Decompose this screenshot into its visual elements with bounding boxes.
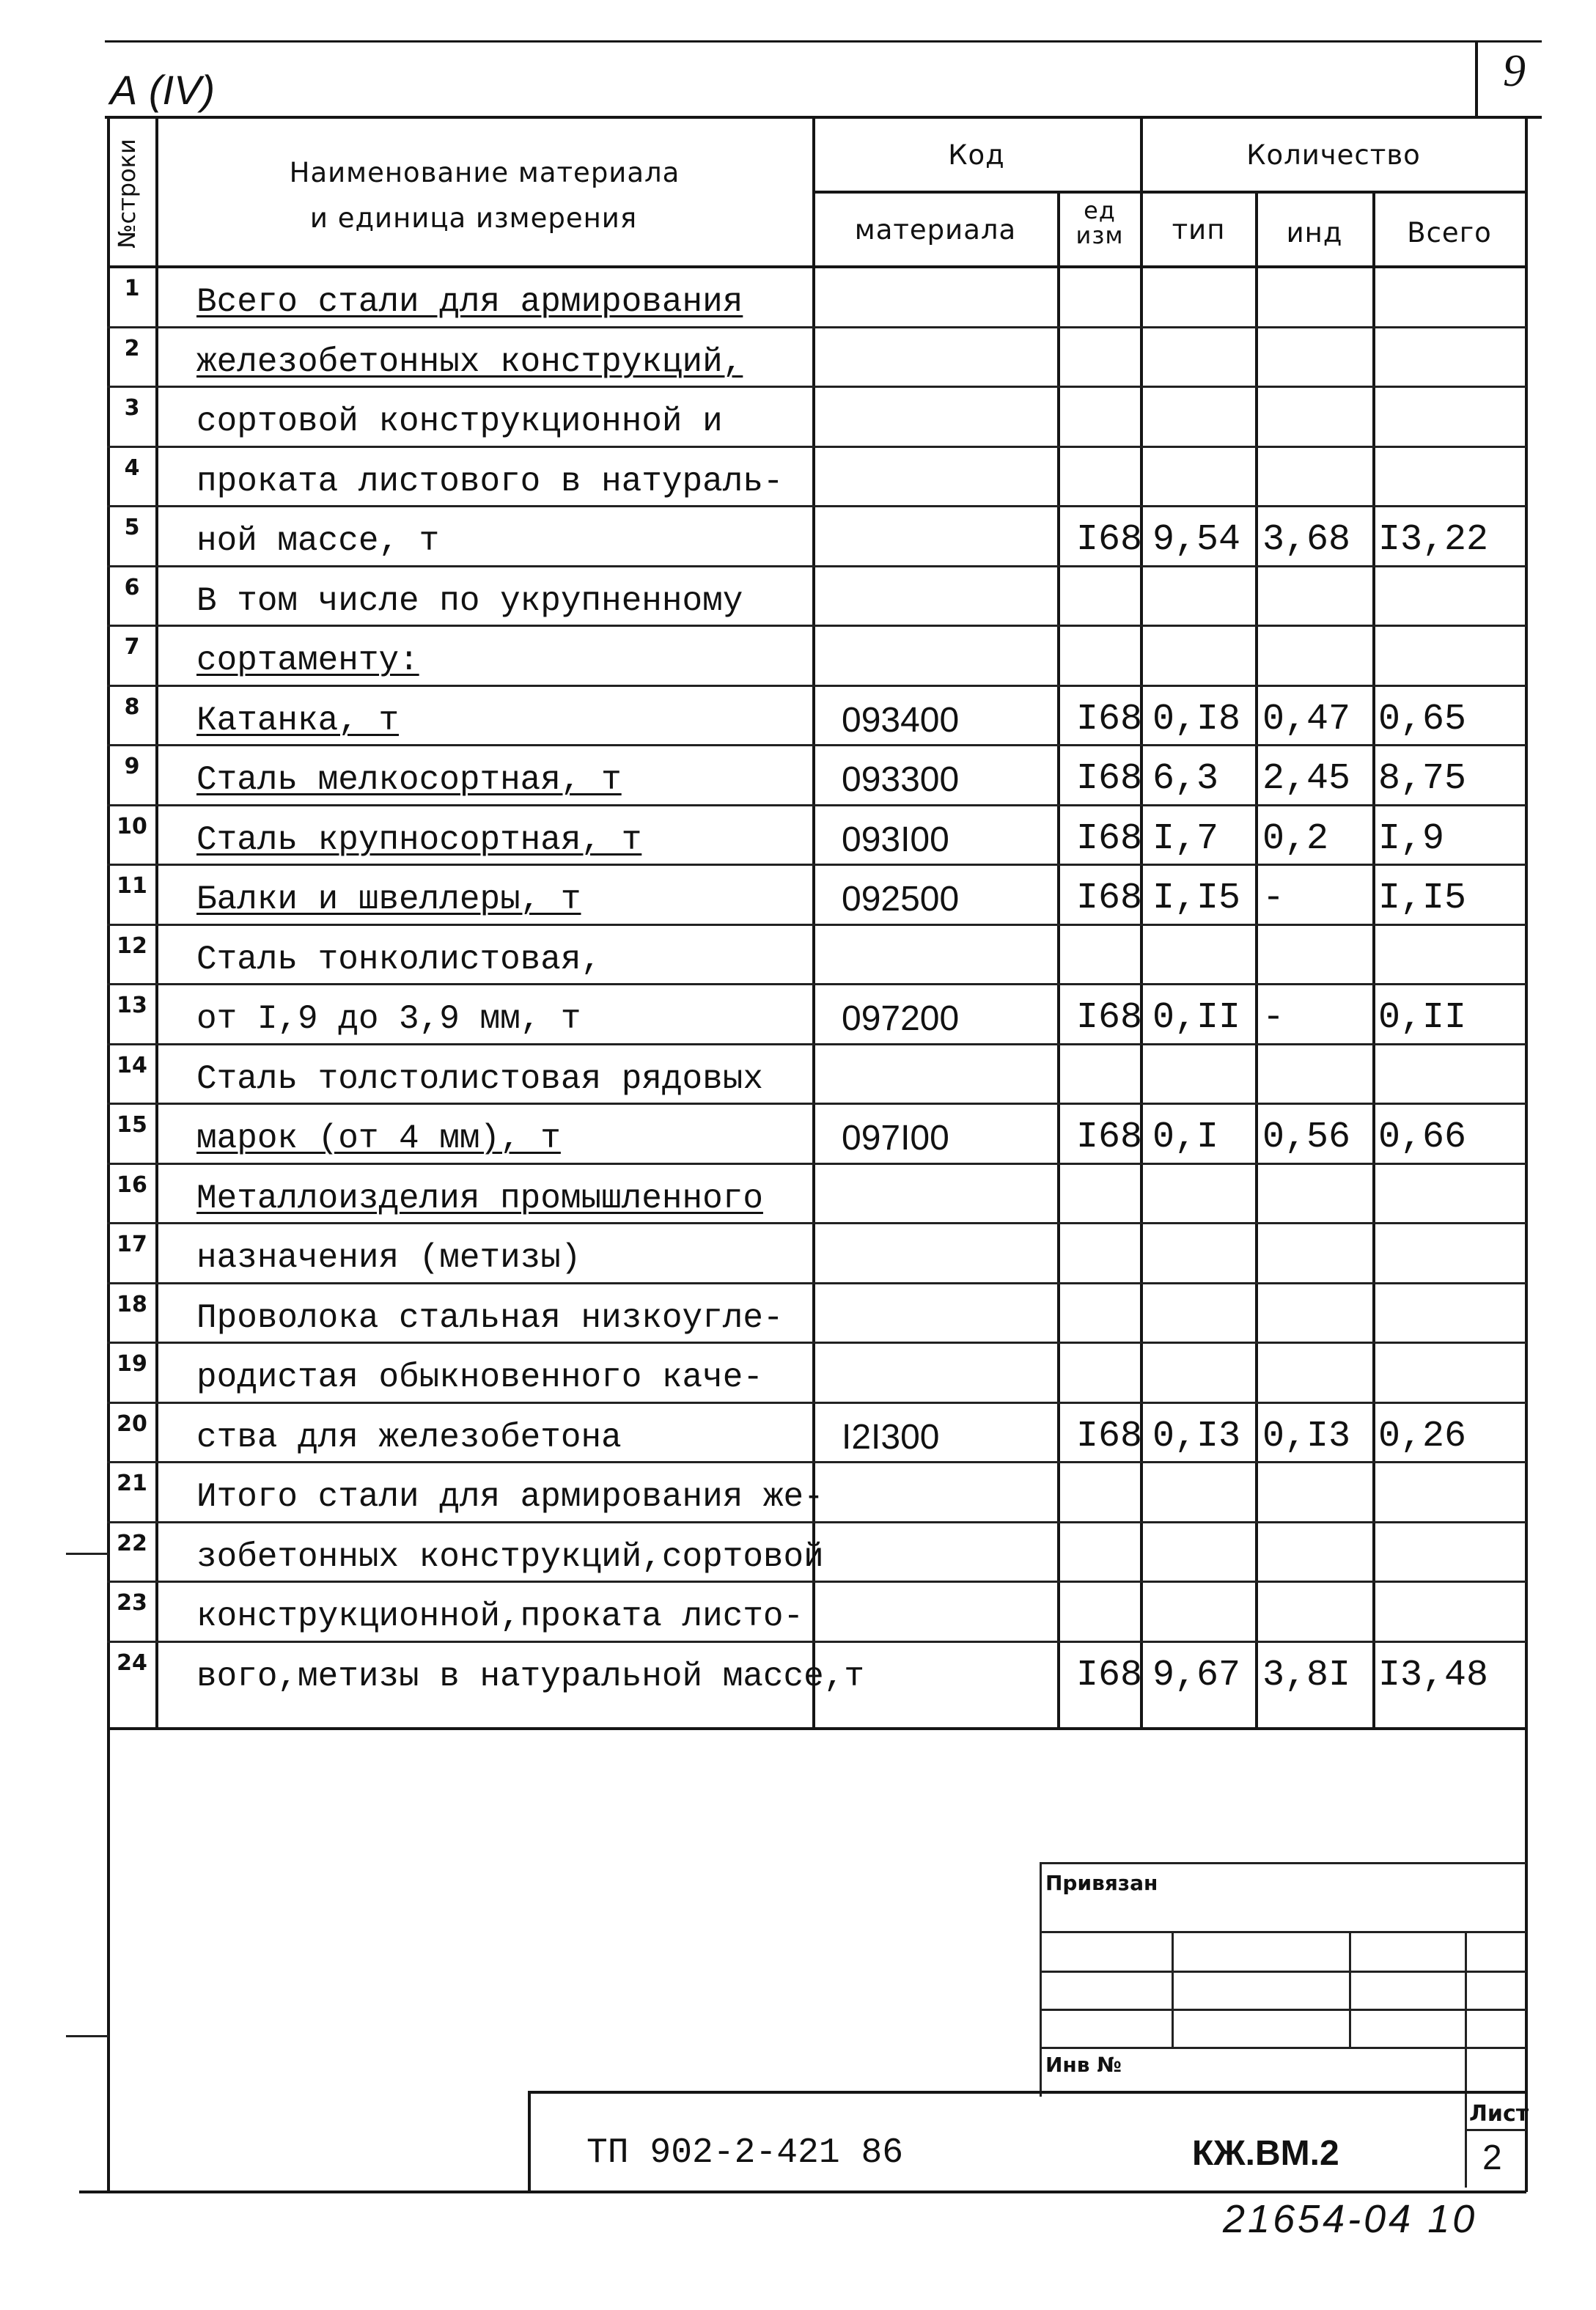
stamp-line-2 (1040, 1971, 1526, 1973)
material-name: назначения (метизы) (196, 1239, 581, 1277)
row-number: 8 (124, 694, 140, 720)
material-code: 093300 (842, 760, 960, 799)
material-code: 093I00 (842, 820, 949, 859)
qty-ind: 2,45 (1262, 758, 1351, 800)
row-number: 1 (124, 276, 140, 301)
row-number: 11 (117, 873, 147, 899)
stamp-main-left (528, 2091, 531, 2191)
stamp-sheet-number: 2 (1482, 2138, 1502, 2177)
sheet-code: А (IV) (110, 67, 216, 113)
row-divider (107, 1641, 1526, 1643)
row-divider (107, 386, 1526, 388)
stamp-main-top (528, 2091, 1526, 2094)
qty-total: 0,65 (1378, 698, 1467, 740)
row-divider (107, 1461, 1526, 1463)
row-number: 14 (117, 1052, 147, 1078)
qty-type: 0,I (1152, 1117, 1219, 1158)
unit-code: I68 (1076, 817, 1143, 860)
row-number: 19 (117, 1351, 147, 1377)
header-mid-line (812, 191, 1526, 194)
margin-tick-1 (66, 1553, 109, 1555)
stamp-left-border (1040, 1862, 1042, 2097)
header-name-line2: и единица измерения (309, 202, 638, 234)
row-number: 20 (117, 1410, 147, 1437)
table-bottom-line (107, 1727, 1526, 1730)
col-border-unit (1057, 192, 1060, 1729)
unit-code: I68 (1076, 698, 1143, 740)
material-code: 092500 (842, 880, 960, 919)
row-divider (107, 864, 1526, 866)
qty-ind: 0,47 (1262, 698, 1351, 740)
material-name: Металлоизделия промышленного (196, 1179, 763, 1218)
qty-ind: - (1262, 878, 1285, 919)
row-divider (107, 1222, 1526, 1224)
header-code-unit: ед изм (1075, 196, 1124, 249)
row-number: 4 (124, 455, 140, 481)
row-number: 17 (117, 1232, 147, 1257)
material-name: Сталь тонколистовая, (196, 940, 602, 979)
material-name: Итого стали для армирования же- (196, 1478, 824, 1516)
material-name: Балки и швеллеры, т (196, 880, 581, 919)
row-number: 12 (117, 933, 147, 959)
qty-type: 6,3 (1152, 758, 1219, 800)
material-name: В том числе по укрупненному (196, 581, 743, 620)
header-bottom-line (105, 116, 1542, 119)
material-name: от I,9 до 3,9 мм, т (196, 1000, 581, 1038)
row-divider (107, 685, 1526, 687)
row-divider (107, 1103, 1526, 1105)
row-number: 3 (124, 395, 140, 421)
qty-total: 0,26 (1378, 1415, 1467, 1457)
material-code: I2I300 (842, 1417, 940, 1457)
header-name-line1: Наименование материала (289, 157, 680, 188)
material-name: Сталь крупносортная, т (196, 820, 642, 859)
stamp-attached-label: Привязан (1045, 1871, 1158, 1895)
qty-total: 0,II (1378, 997, 1467, 1039)
row-number: 5 (124, 515, 140, 540)
material-name: железобетонных конструкций, (196, 342, 743, 381)
header-qty-group: Количество (1246, 139, 1421, 171)
material-name: конструкционной,проката листо- (196, 1597, 804, 1636)
stamp-col-3 (1465, 1931, 1467, 2188)
row-divider (107, 625, 1526, 627)
material-name: родистая обыкновенного каче- (196, 1358, 763, 1397)
material-code: 093400 (842, 700, 960, 740)
qty-type: 9,54 (1152, 519, 1241, 561)
col-border-ind (1372, 192, 1375, 1729)
row-divider (107, 983, 1526, 985)
material-name: ства для железобетона (196, 1418, 622, 1457)
qty-ind: 0,I3 (1262, 1415, 1351, 1457)
header-end-line (107, 265, 1526, 268)
row-divider (107, 446, 1526, 448)
qty-type: 0,I8 (1152, 698, 1241, 740)
unit-code: I68 (1076, 1654, 1143, 1696)
row-divider (107, 804, 1526, 806)
row-number: 18 (117, 1291, 147, 1317)
qty-ind: 3,8I (1262, 1654, 1351, 1696)
row-number: 2 (124, 335, 140, 361)
stamp-col-2 (1349, 1931, 1351, 2047)
unit-code: I68 (1076, 1117, 1143, 1158)
header-row-no: №строки (113, 139, 141, 249)
row-number: 21 (117, 1471, 147, 1496)
row-number: 7 (124, 634, 140, 660)
header-qty-ind: инд (1286, 217, 1343, 249)
stamp-inv-label: Инв № (1045, 2053, 1122, 2077)
qty-type: 9,67 (1152, 1654, 1241, 1696)
row-divider (107, 744, 1526, 746)
row-divider (107, 924, 1526, 926)
material-name: Проволока стальная низкоугле- (196, 1298, 784, 1337)
header-qty-type: тип (1172, 214, 1226, 246)
material-name: Сталь мелкосортная, т (196, 761, 622, 799)
stamp-line-1 (1040, 1931, 1526, 1933)
top-border (105, 40, 1542, 43)
row-number: 9 (124, 754, 140, 779)
material-name: Катанка, т (196, 701, 400, 740)
stamp-col-1 (1172, 1931, 1174, 2047)
material-name: проката листового в натураль- (196, 462, 784, 501)
material-name: Всего стали для армирования (196, 283, 743, 321)
unit-code: I68 (1076, 519, 1143, 561)
material-name: зобетонных конструкций,сортовой (196, 1537, 824, 1576)
qty-type: 0,II (1152, 997, 1241, 1039)
col-border-name (155, 116, 158, 1729)
table-right-border (1525, 116, 1528, 2192)
stamp-doc-code: КЖ.ВМ.2 (1192, 2134, 1339, 2173)
header-code-group: Код (948, 139, 1005, 171)
row-number: 10 (117, 813, 147, 839)
row-divider (107, 1163, 1526, 1165)
col-border-type (1255, 192, 1258, 1729)
material-name: марок (от 4 мм), т (196, 1119, 561, 1158)
qty-ind: 3,68 (1262, 519, 1351, 561)
material-name: Сталь толстолистовая рядовых (196, 1059, 763, 1098)
qty-total: 8,75 (1378, 758, 1467, 800)
stamp-project: ТП 902-2-421 86 (586, 2133, 904, 2173)
material-name: сортаменту: (196, 641, 419, 680)
qty-ind: 0,2 (1262, 817, 1329, 860)
qty-ind: 0,56 (1262, 1117, 1351, 1158)
archive-number: 21654-04 10 (1223, 2197, 1478, 2241)
header-code-material: материала (854, 214, 1017, 246)
page-number-divider (1475, 40, 1478, 119)
row-divider (107, 1521, 1526, 1523)
unit-code: I68 (1076, 878, 1143, 919)
material-name: сортовой конструкционной и (196, 402, 723, 441)
material-code: 097200 (842, 999, 960, 1038)
row-divider (107, 565, 1526, 567)
row-divider (107, 1043, 1526, 1045)
qty-total: 0,66 (1378, 1117, 1467, 1158)
row-divider (107, 326, 1526, 328)
row-divider (107, 1342, 1526, 1344)
stamp-sheet-label: Лист (1469, 2101, 1529, 2127)
stamp-sheet-divider (1465, 2129, 1526, 2131)
margin-tick-2 (66, 2035, 109, 2037)
row-number: 23 (117, 1590, 147, 1616)
unit-code: I68 (1076, 997, 1143, 1039)
qty-type: I,7 (1152, 817, 1219, 860)
qty-total: I,9 (1378, 817, 1445, 860)
row-number: 16 (117, 1171, 147, 1198)
row-divider (107, 505, 1526, 507)
col-border-qty (1140, 116, 1143, 1729)
qty-type: I,I5 (1152, 878, 1241, 919)
qty-total: I,I5 (1378, 878, 1467, 919)
material-name: вого,метизы в натуральной массе,т (196, 1657, 864, 1696)
page-bottom-line (79, 2191, 1526, 2193)
unit-code: I68 (1076, 758, 1143, 800)
qty-total: I3,48 (1378, 1654, 1489, 1696)
row-number: 15 (117, 1112, 147, 1138)
stamp-line-3 (1040, 2009, 1526, 2011)
row-number: 22 (117, 1530, 147, 1556)
table-left-border (107, 116, 110, 2192)
page-number: 9 (1503, 46, 1526, 96)
row-divider (107, 1581, 1526, 1583)
row-number: 13 (117, 993, 147, 1018)
qty-type: 0,I3 (1152, 1415, 1241, 1457)
stamp-top-line (1040, 1862, 1526, 1864)
stamp-line-4 (1040, 2047, 1526, 2049)
material-code: 097I00 (842, 1119, 949, 1158)
unit-code: I68 (1076, 1415, 1143, 1457)
qty-ind: - (1262, 997, 1285, 1039)
row-divider (107, 1282, 1526, 1284)
material-name: ной массе, т (196, 522, 440, 560)
row-number: 6 (124, 574, 140, 600)
row-divider (107, 1402, 1526, 1404)
row-number: 24 (117, 1649, 147, 1676)
header-qty-total: Всего (1407, 217, 1492, 249)
qty-total: I3,22 (1378, 519, 1489, 561)
